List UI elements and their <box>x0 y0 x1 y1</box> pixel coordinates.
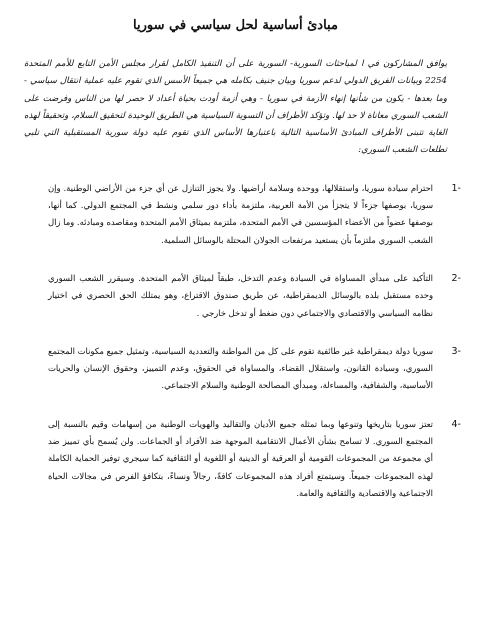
principle-number: 4- <box>451 418 461 430</box>
principle-number: 1- <box>451 182 461 194</box>
principle-item <box>24 343 461 395</box>
principle-number: 2- <box>451 272 461 284</box>
principle-text: تعتز سوريا بتاريخها وتنوعها وبما تمثله جميع الأديان والتقاليد والهويات الوطنية من إسهامات وقيم بالنسبة إلى المجتمع السوري. لا تسامح بشأن الأعمال الانتقامية الموجهة ضد الأفراد أو الجماعات. ولن يُسمح بأي تمييز ضد أي مجموعة من المجموعات القومية أو العرقية أو الدينية أو اللغوية أو الثقافية كما سيجري توفير الحماية الكاملة لهذه المجموعات جميعاً. وسيتمتع أفراد هذه المجموعات كافةً، رجالاً ونساءً، بتكافؤ الفرص في مجالات الحياة الاجتماعية والاقتصادية والثقافية والعامة. <box>48 418 433 498</box>
document-title: مبادئ أساسية لحل سياسي في سوريا <box>133 18 338 33</box>
principle-text: سوريا دولة ديمقراطية غير طائفية تقوم على كل من المواطنة والتعددية السياسية، وتمثيل جميع مكونات المجتمع السوري، وسيادة القانون، واستقلال القضاء، والمساواة في الحقوق، وعدم التمييز، وحقوق الإنسان والحريات الأساسية، والشفافية، والمساءلة، ومبدأي المصالحة الوطنية والسلام الاجتماعي. <box>48 345 433 391</box>
intro-paragraph: يوافق المشاركون في ا لمباحثات السورية- السورية على أن التنفيذ الكامل لقرار مجلس الأمن التابع للأمم المتحدة 2254 وبيانات الفريق الدولي لدعم سوريا وبيان جنيف بكامله هي جميعاً الأسس الذي تقوم عليه عملية انتقال سياسي - وما بعدها - يكون من شأنها إنهاء الأزمة في سوريا - وهي أزمة أودت بحياة أعداد لا حصر لها من الناس وفرضت على الشعب السوري معاناة لا حد لها. وتؤكد الأطراف أن التسوية السياسية هي الطريق الوحيدة لتحقيق السلام، وتحقيقاً لهذه الغاية تتبنى الأطراف المبادئ الأساسية التالية باعتبارها الأساس الذي تقوم عليه دولة سورية المستقبلية التي تلبي تطلعات الشعب السوري: <box>24 59 447 156</box>
principle-item <box>24 416 461 502</box>
principle-number: 3- <box>451 345 461 357</box>
principle-text: احترام سيادة سوريا، واستقلالها، ووحدة وسلامة أراضيها. ولا يجوز التنازل عن أي جزء من الأراضي الوطنية. وإن سوريا، بوصفها جزءاً لا يتجزأ من الأمة العربية، ملتزمة بأداء دور سلمي ونشط في المجتمع الدولي. كما أنها، بوصفها عضواً من الأعضاء المؤسسين في الأمم المتحدة، ملتزمة بميثاق الأمم المتحدة ومقاصده ومبادئه. وما زال الشعب السوري ملتزماً بأن يستعيد مرتفعات الجولان المحتلة بالوسائل السلمية. <box>48 182 433 245</box>
principle-item <box>24 270 461 322</box>
principle-text: التأكيد على مبدأي المساواة في السيادة وعدم التدخل، طبقاً لميثاق الأمم المتحدة. وسيقرر الشعب السوري وحده مستقبل بلده بالوسائل الديمقراطية، عن طريق صندوق الاقتراع، وهو يمتلك الحق الحصري في اختيار نظامه السياسي والاقتصادي والاجتماعي دون ضغط أو تدخل خارجي . <box>48 272 433 318</box>
principle-item <box>24 180 461 249</box>
